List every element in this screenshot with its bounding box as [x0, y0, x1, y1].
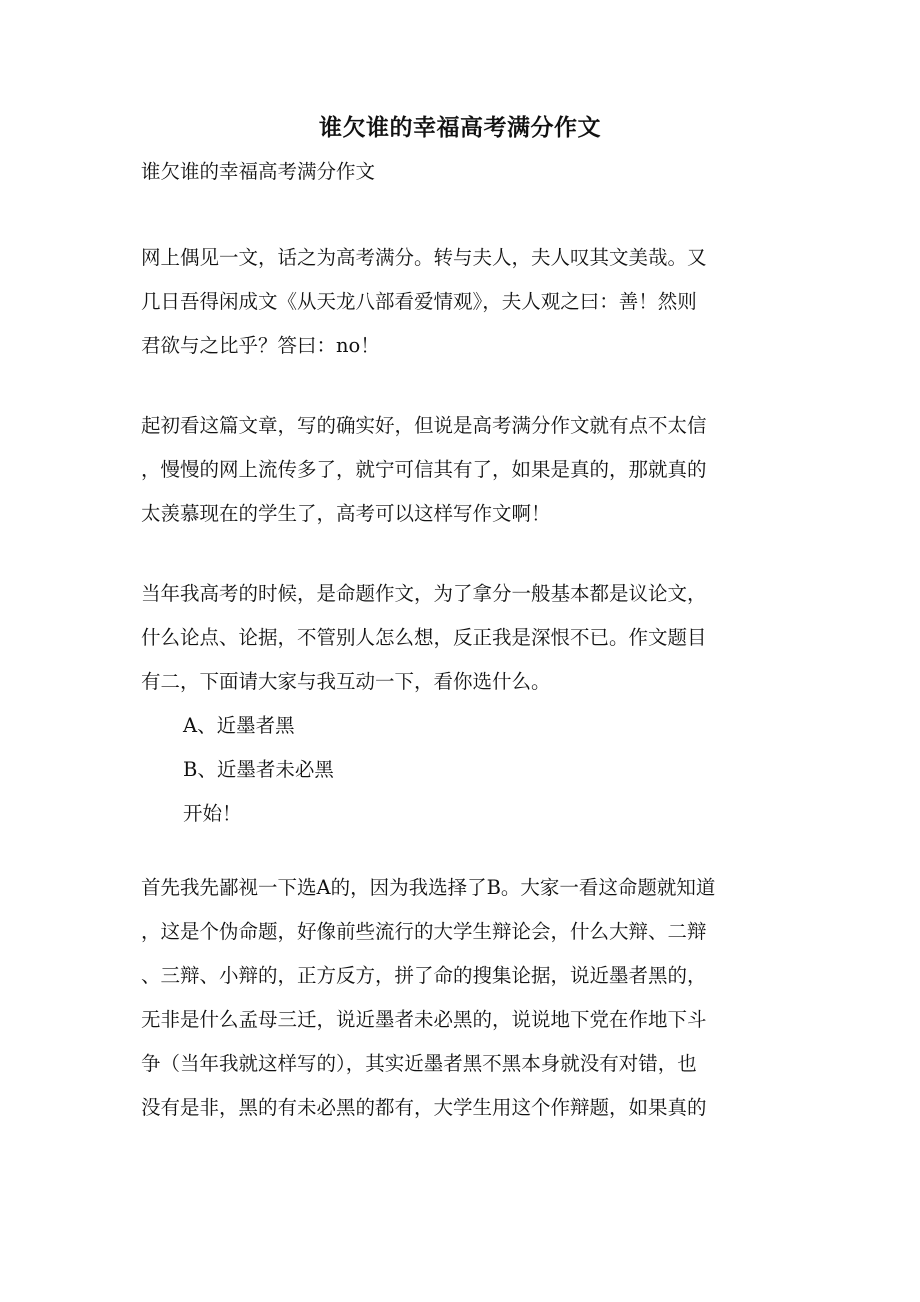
paragraph-line: 、三辩、小辩的，正方反方，拼了命的搜集论据，说近墨者黑的，: [141, 964, 707, 987]
paragraph-line: 无非是什么孟母三迁，说近墨者未必黑的，说说地下党在作地下斗: [141, 1008, 707, 1031]
paragraph-2: [141, 404, 781, 536]
paragraph-line: 太羡慕现在的学生了，高考可以这样写作文啊！: [141, 502, 551, 525]
paragraph-line: 什么论点、论据，不管别人怎么想，反正我是深恨不已。作文题目: [141, 626, 707, 649]
paragraph-line: 网上偶见一文，话之为高考满分。转与夫人，夫人叹其文美哉。又: [141, 246, 707, 269]
paragraph-line: 起初看这篇文章，写的确实好，但说是高考满分作文就有点不太信: [141, 414, 707, 437]
paragraph-line: 没有是非，黑的有未必黑的都有，大学生用这个作辩题，如果真的: [141, 1096, 707, 1119]
paragraph-line: ，慢慢的网上流传多了，就宁可信其有了，如果是真的，那就真的: [141, 458, 707, 481]
start-line: 开始！: [183, 802, 242, 825]
option-b: B、近墨者未必黑: [183, 758, 334, 781]
paragraph-1: [141, 236, 781, 368]
paragraph-4: [141, 866, 781, 1130]
paragraph-3: [141, 572, 781, 836]
document-subtitle: 谁欠谁的幸福高考满分作文: [141, 160, 376, 183]
paragraph-line: 当年我高考的时候，是命题作文，为了拿分一般基本都是议论文，: [141, 582, 707, 605]
paragraph-line: 几日吾得闲成文《从天龙八部看爱情观》，夫人观之曰：善！然则: [141, 290, 697, 313]
option-a: A、近墨者黑: [183, 714, 295, 737]
paragraph-line: ，这是个伪命题，好像前些流行的大学生辩论会，什么大辩、二辩: [141, 920, 707, 943]
document-title: 谁欠谁的幸福高考满分作文: [319, 114, 601, 141]
paragraph-line: 君欲与之比乎？答曰：no！: [141, 334, 380, 357]
paragraph-line: 有二，下面请大家与我互动一下，看你选什么。: [141, 670, 551, 693]
paragraph-line: 首先我先鄙视一下选A的，因为我选择了B。大家一看这命题就知道: [141, 876, 716, 899]
paragraph-line: 争（当年我就这样写的），其实近墨者黑不黑本身就没有对错，也: [141, 1052, 697, 1075]
